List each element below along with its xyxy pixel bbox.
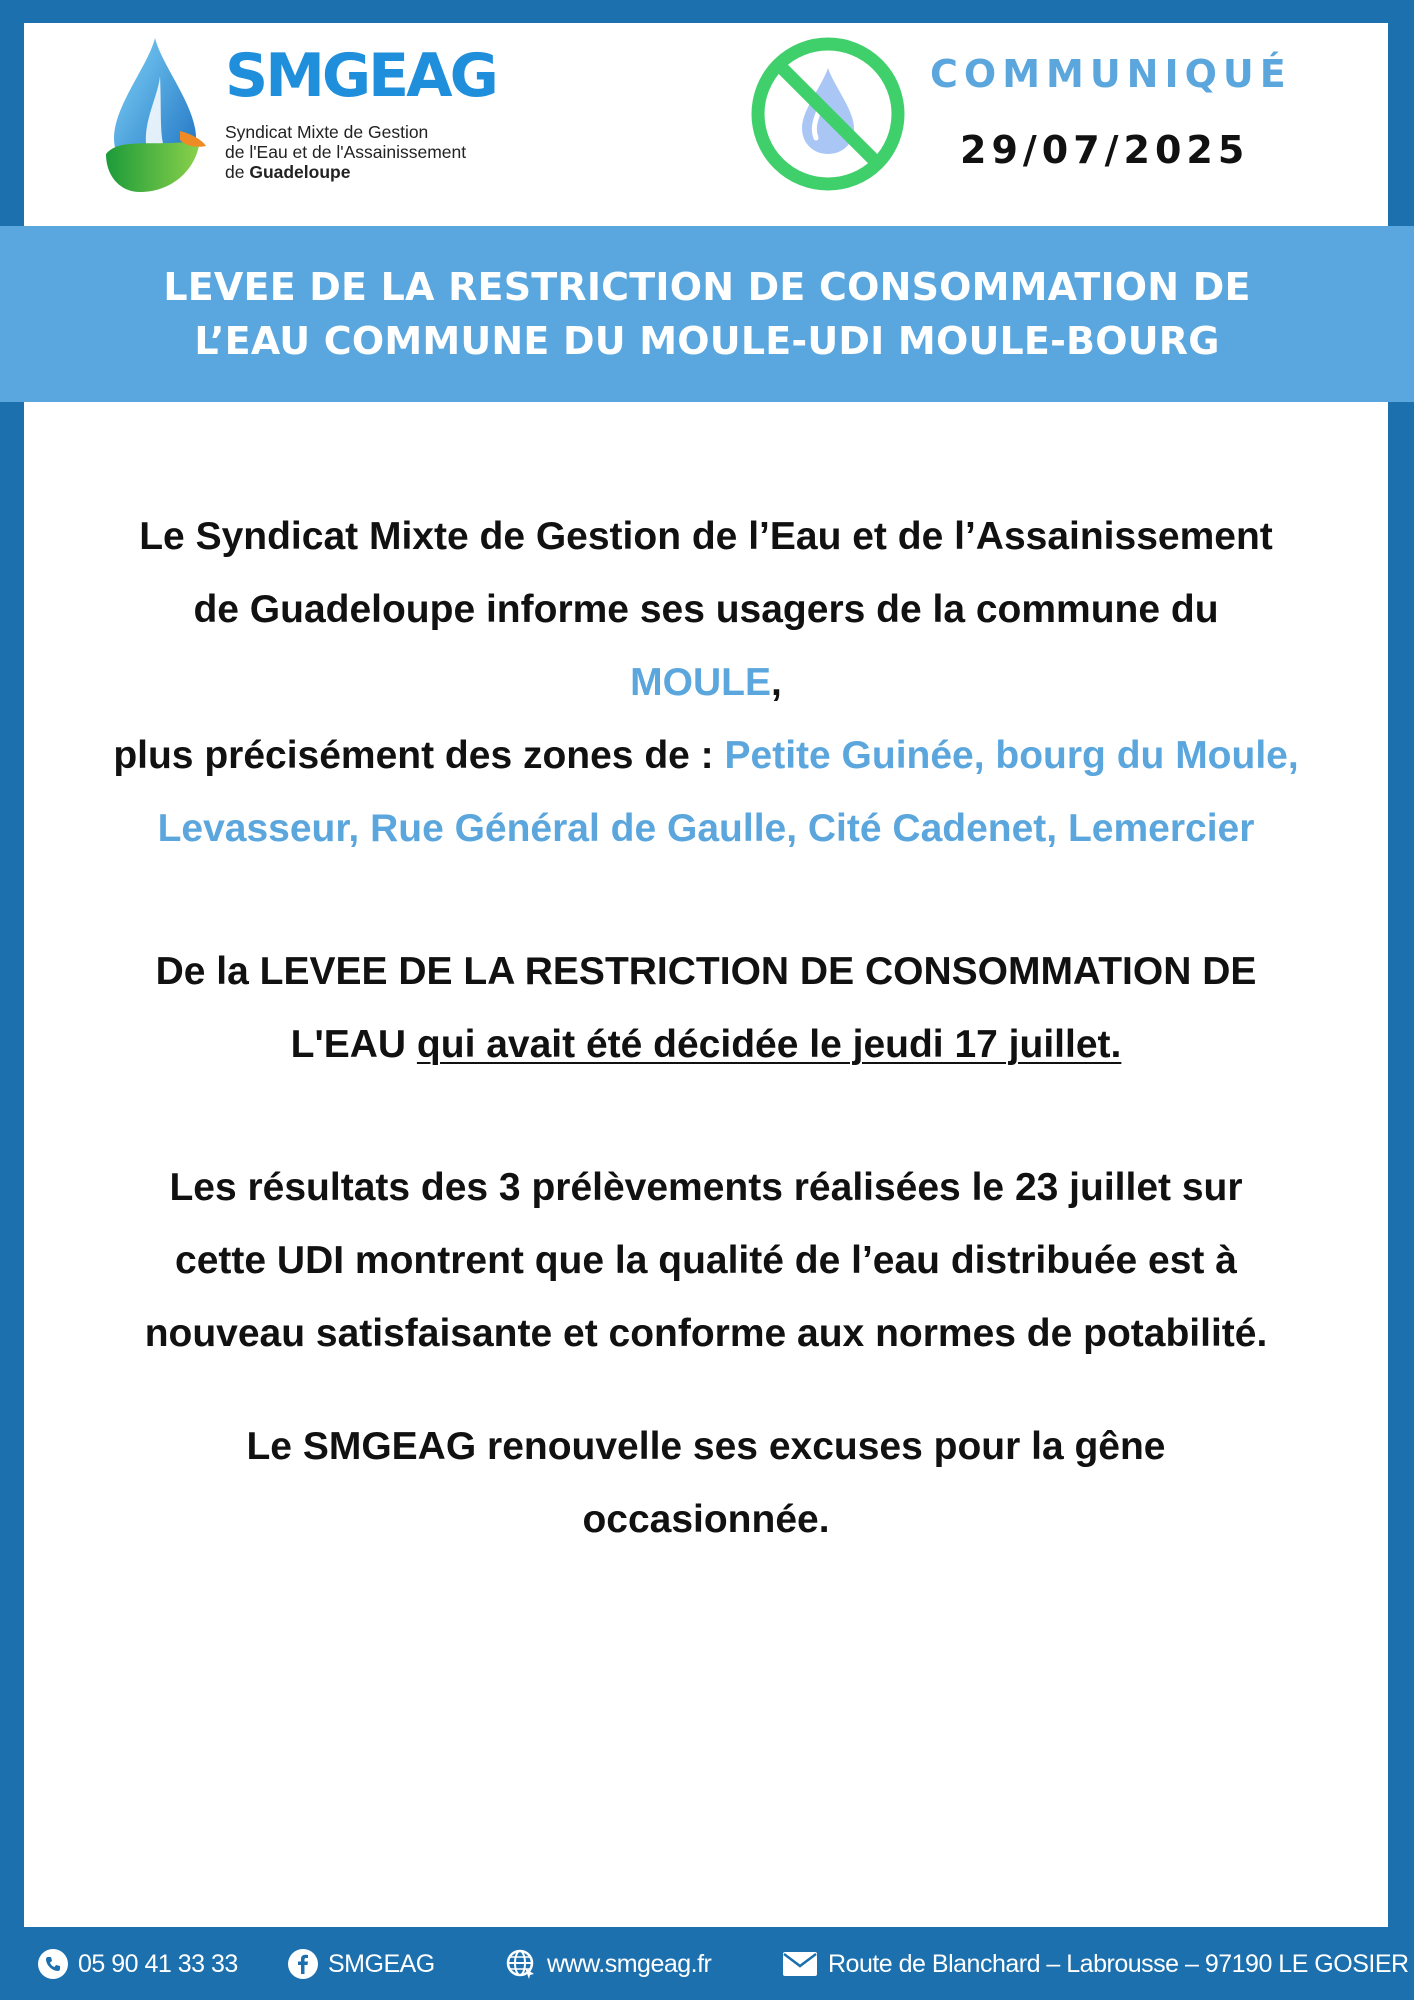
zones-line: [24, 719, 1388, 792]
brand-subtitle-line: [225, 162, 505, 182]
paragraph-line: [24, 1008, 1388, 1081]
paragraph-line: De la LEVEE DE LA RESTRICTION DE CONSOMMATION DE: [155, 950, 1257, 993]
comma: ,: [770, 661, 782, 704]
footer-phone[interactable]: [38, 1949, 238, 1979]
commune-line: [24, 646, 1388, 719]
paragraph-line: de Guadeloupe informe ses usagers de la commune du: [193, 588, 1219, 631]
commune-name: MOULE: [630, 661, 771, 704]
title-line: LEVEE DE LA RESTRICTION DE CONSOMMATION DE: [163, 265, 1251, 309]
announcement-body: [24, 500, 1388, 1556]
brand-name: SMGEAG: [225, 41, 496, 111]
footer-website[interactable]: [505, 1948, 711, 1980]
mail-icon: [782, 1951, 818, 1977]
brand-subtitle-line: de l'Eau et de l'Assainissement: [225, 142, 467, 162]
text-prefix: L'EAU: [290, 1023, 417, 1066]
postal-address: Route de Blanchard – Labrousse – 97190 LE GOSIER: [828, 1949, 1409, 1978]
paragraph-line: Le Syndicat Mixte de Gestion de l’Eau et de l’Assainissement: [139, 515, 1273, 558]
communique-label: COMMUNIQUÉ: [930, 52, 1292, 96]
zones-prefix: plus précisément des zones de :: [113, 734, 725, 777]
water-drop-logo-icon: [100, 36, 210, 196]
paragraph-line: Les résultats des 3 prélèvements réalisées le 23 juillet sur: [169, 1166, 1243, 1209]
zones-list: Petite Guinée, bourg du Moule,: [724, 734, 1299, 777]
footer-facebook[interactable]: [288, 1949, 435, 1979]
facebook-name: SMGEAG: [328, 1949, 435, 1978]
brand-subtitle-prefix: de: [225, 162, 250, 182]
globe-icon: [505, 1948, 537, 1980]
title-line: L’EAU COMMUNE DU MOULE-UDI MOULE-BOURG: [194, 319, 1220, 363]
website-url: www.smgeag.fr: [547, 1949, 712, 1978]
paragraph-line: nouveau satisfaisante et conforme aux normes de potabilité.: [144, 1312, 1268, 1355]
brand-subtitle-region: Guadeloupe: [249, 162, 351, 182]
brand-subtitle: [225, 122, 505, 182]
footer: [0, 1928, 1414, 2000]
phone-icon: [38, 1949, 68, 1979]
no-water-icon: [750, 36, 906, 192]
underlined-text: qui avait été décidée le jeudi 17 juillet.: [416, 1023, 1122, 1066]
paragraph-line: occasionnée.: [582, 1498, 830, 1541]
brand-subtitle-line: Syndicat Mixte de Gestion: [225, 122, 429, 142]
zones-list: Levasseur, Rue Général de Gaulle, Cité Cadenet, Lemercier: [157, 807, 1255, 850]
facebook-icon: [288, 1949, 318, 1979]
footer-address: [782, 1950, 1409, 1979]
phone-number: 05 90 41 33 33: [78, 1949, 238, 1978]
paragraph-line: cette UDI montrent que la qualité de l’eau distribuée est à: [175, 1239, 1237, 1282]
title-banner: [0, 226, 1414, 402]
communique-date: 29/07/2025: [960, 128, 1250, 172]
paragraph-line: Le SMGEAG renouvelle ses excuses pour la gêne: [246, 1425, 1166, 1468]
